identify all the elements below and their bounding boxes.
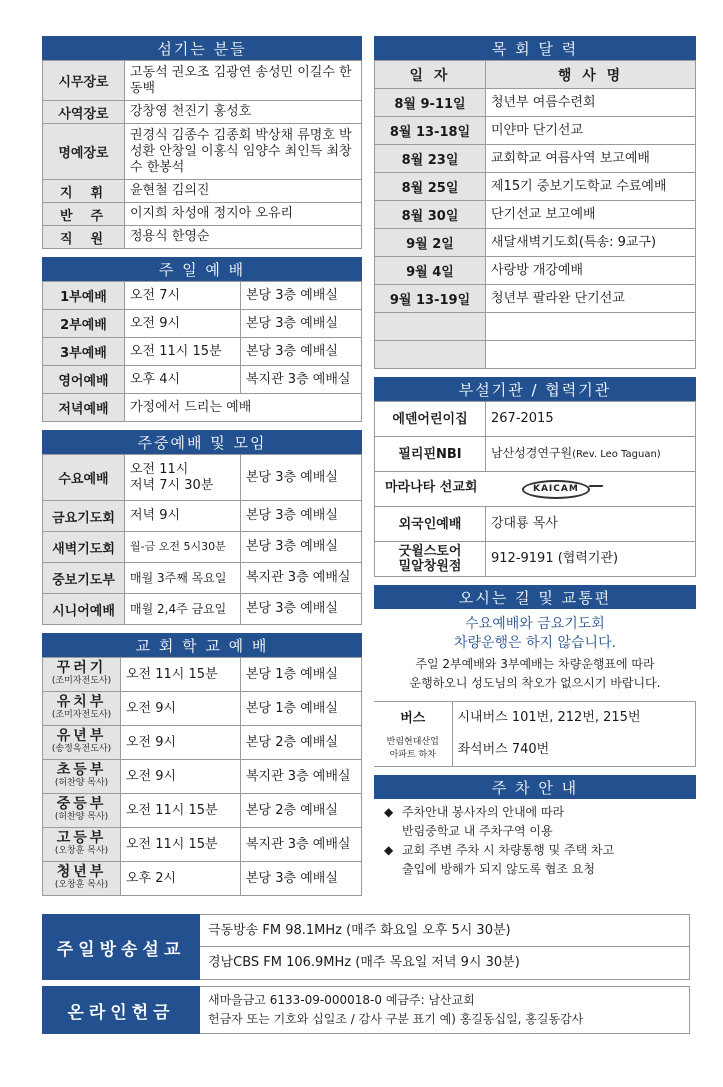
parking-line: 주차안내 봉사자의 안내에 따라 — [402, 805, 565, 819]
table-row — [43, 760, 362, 794]
sunday-table — [42, 281, 362, 422]
notice-line: 차량운행은 하지 않습니다. — [453, 635, 617, 651]
service-name: 2부예배 — [43, 310, 125, 338]
broadcast-box — [42, 914, 690, 980]
vehicle-notice-body — [374, 653, 696, 699]
broadcast-line: 극동방송 FM 98.1MHz (매주 화요일 오후 5시 30분) — [200, 915, 689, 947]
inst-name — [375, 542, 486, 577]
school-table — [42, 657, 362, 896]
notice-body-line: 주일 2부예배와 3부예배는 차량운행표에 따라 — [415, 657, 655, 671]
service-time: 오후 4시 — [125, 366, 241, 394]
dept-leader: (허찬양 목사) — [54, 811, 109, 822]
kaicam-logo-icon: KAICAM — [522, 480, 590, 499]
table-row — [43, 501, 362, 532]
dept-label — [43, 726, 121, 760]
table-row — [375, 507, 696, 542]
inst-name-line: 밀알창원점 — [398, 559, 462, 574]
dept-leader: (조미자전도사) — [51, 675, 112, 686]
parking-line: 반림중학교 내 주차구역 이용 — [402, 824, 553, 838]
dept-name: 청년부 — [56, 863, 107, 880]
parking-info — [374, 799, 696, 885]
city-bus: 시내버스 101번, 212번, 215번 — [452, 702, 696, 734]
inst-value: 강대룡 목사 — [486, 507, 696, 542]
inst-name: 에덴어린이집 — [375, 402, 486, 437]
dept-leader: (조미자전도사) — [51, 709, 112, 720]
service-place: 본당 3층 예배실 — [241, 310, 362, 338]
inst-value — [486, 437, 696, 472]
table-row — [43, 282, 362, 310]
inst-value: 912-9191 (협력기관) — [486, 542, 696, 577]
role-names: 권경식 김종수 김종회 박상채 류명호 박성환 안창일 이홍식 임양수 최인득 최창수 한봉석 — [125, 124, 362, 180]
offering-line: 새마을금고 6133-09-000018-0 예금주: 남산교회 — [208, 993, 475, 1007]
service-place: 본당 2층 예배실 — [241, 726, 362, 760]
dept-name: 초등부 — [56, 761, 107, 778]
event-name: 미얀마 단기선교 — [486, 117, 696, 145]
dept-name: 고등부 — [56, 829, 107, 846]
event-date: 8월 30일 — [375, 201, 486, 229]
offering-line: 헌금자 또는 기호와 십일조 / 감사 구분 표기 예) 홍길동십일, 홍길동감사 — [208, 1012, 584, 1026]
dept-label — [43, 658, 121, 692]
weekly-header: 주중예배 및 모임 — [42, 430, 362, 454]
role-names: 정용식 한영순 — [125, 226, 362, 249]
table-row — [375, 229, 696, 257]
table-row — [43, 532, 362, 563]
table-row — [375, 173, 696, 201]
role-names: 윤현철 김의진 — [125, 180, 362, 203]
table-row — [375, 257, 696, 285]
table-row — [43, 794, 362, 828]
dept-label — [43, 794, 121, 828]
service-time: 오전 9시 — [121, 726, 241, 760]
table-row — [375, 402, 696, 437]
event-name-empty — [486, 313, 696, 341]
table-row — [43, 563, 362, 594]
dept-leader: (송정옥전도사) — [51, 743, 112, 754]
right-column — [374, 36, 696, 885]
table-row — [43, 61, 362, 101]
role-label: 직원 — [43, 226, 125, 249]
table-row — [375, 437, 696, 472]
service-time: 오전 11시 15분 — [121, 828, 241, 862]
dept-name: 중등부 — [56, 795, 107, 812]
service-place: 복지관 3층 예배실 — [241, 366, 362, 394]
role-names: 고동석 권오조 김광연 송성민 이길수 한동백 — [125, 61, 362, 101]
serve-header: 섬기는 분들 — [42, 36, 362, 60]
inst-logo-row — [375, 472, 696, 507]
role-label: 명예장로 — [43, 124, 125, 180]
broadcast-row — [42, 914, 690, 980]
event-date: 9월 2일 — [375, 229, 486, 257]
bus-info — [374, 701, 696, 767]
offering-row — [42, 986, 690, 1034]
table-row — [43, 180, 362, 203]
parking-line: 출입에 방해가 되지 않도록 협조 요청 — [402, 862, 595, 876]
event-name: 청년부 여름수련회 — [486, 89, 696, 117]
event-date: 9월 4일 — [375, 257, 486, 285]
bus-label — [374, 702, 452, 766]
table-row-empty — [375, 341, 696, 369]
service-place: 본당 3층 예배실 — [241, 338, 362, 366]
service-time-line: 저녁 7시 30분 — [130, 477, 214, 493]
role-label: 반주 — [43, 203, 125, 226]
service-name: 저녁예배 — [43, 394, 125, 422]
table-row — [375, 145, 696, 173]
service-place: 본당 1층 예배실 — [241, 692, 362, 726]
table-row — [43, 226, 362, 249]
service-name: 금요기도회 — [43, 501, 125, 532]
event-name: 단기선교 보고예배 — [486, 201, 696, 229]
service-name: 1부예배 — [43, 282, 125, 310]
table-row — [43, 310, 362, 338]
service-time: 매월 2,4주 금요일 — [125, 594, 241, 625]
dept-leader: (오창훈 목사) — [54, 845, 109, 856]
service-name: 3부예배 — [43, 338, 125, 366]
role-label: 지휘 — [43, 180, 125, 203]
service-name: 영어예배 — [43, 366, 125, 394]
list-item — [384, 803, 690, 841]
table-row — [43, 692, 362, 726]
role-names: 이지희 차성애 정지아 오유리 — [125, 203, 362, 226]
dept-name: 유년부 — [56, 727, 107, 744]
inst-name-line: 굿윌스토어 — [398, 544, 462, 559]
event-name: 새달새벽기도회(특송: 9교구) — [486, 229, 696, 257]
dept-label — [43, 828, 121, 862]
service-time: 오전 11시 15분 — [121, 658, 241, 692]
weekly-table — [42, 454, 362, 625]
table-row — [375, 89, 696, 117]
col-date-header: 일 자 — [375, 61, 486, 89]
dept-label — [43, 760, 121, 794]
directions-header: 오시는 길 및 교통편 — [374, 585, 696, 609]
service-place: 복지관 3층 예배실 — [241, 563, 362, 594]
notice-body-line: 운행하오니 성도님의 착오가 없으시기 바랍니다. — [409, 676, 661, 690]
parking-header: 주 차 안 내 — [374, 775, 696, 799]
table-row — [43, 658, 362, 692]
service-place: 본당 3층 예배실 — [241, 862, 362, 896]
bus-title: 버스 — [400, 710, 426, 726]
event-date: 8월 9-11일 — [375, 89, 486, 117]
service-name: 새벽기도회 — [43, 532, 125, 563]
table-row — [375, 201, 696, 229]
dept-name: 유치부 — [56, 693, 107, 710]
dept-leader: (오창훈 목사) — [54, 879, 109, 890]
institutions-header: 부설기관 / 협력기관 — [374, 377, 696, 401]
event-name-empty — [486, 341, 696, 369]
event-name: 교회학교 여름사역 보고예배 — [486, 145, 696, 173]
event-date: 8월 23일 — [375, 145, 486, 173]
table-row — [375, 285, 696, 313]
service-time: 오전 7시 — [125, 282, 241, 310]
service-place: 본당 3층 예배실 — [241, 501, 362, 532]
diamond-bullet-icon: ◆ — [384, 805, 394, 819]
event-name: 사랑방 개강예배 — [486, 257, 696, 285]
serve-table — [42, 60, 362, 249]
table-row-empty — [375, 313, 696, 341]
service-time: 매월 3주째 목요일 — [125, 563, 241, 594]
service-place: 복지관 3층 예배실 — [241, 828, 362, 862]
table-row — [43, 101, 362, 124]
service-time: 저녁 9시 — [125, 501, 241, 532]
inst-name: 외국인예배 — [375, 507, 486, 542]
dept-name: 꾸러기 — [56, 659, 107, 676]
table-row — [43, 594, 362, 625]
bus-stop: 반림현대산업 — [386, 736, 439, 747]
inst-name: 필리핀NBI — [375, 437, 486, 472]
table-row — [43, 394, 362, 422]
dept-leader: (허찬양 목사) — [54, 777, 109, 788]
role-label: 시무장로 — [43, 61, 125, 101]
broadcast-line: 경남CBS FM 106.9MHz (매주 목요일 저녁 9시 30분) — [208, 955, 520, 970]
event-date: 9월 13-19일 — [375, 285, 486, 313]
institutions-table — [374, 401, 696, 577]
table-row — [43, 726, 362, 760]
table-row — [43, 366, 362, 394]
service-time: 오전 9시 — [125, 310, 241, 338]
table-row — [43, 203, 362, 226]
service-place: 본당 1층 예배실 — [241, 658, 362, 692]
offering-label: 온라인헌금 — [42, 986, 200, 1034]
table-header-row — [375, 61, 696, 89]
inst-name: 마라나타 선교회 — [385, 479, 478, 495]
event-name: 제15기 중보기도학교 수료예배 — [486, 173, 696, 201]
service-time: 오전 9시 — [121, 692, 241, 726]
service-name: 수요예배 — [43, 455, 125, 501]
event-date-empty — [375, 313, 486, 341]
bus-stop: 아파트 하차 — [389, 749, 436, 760]
broadcast-body — [200, 914, 690, 980]
service-name: 시니어예배 — [43, 594, 125, 625]
event-date-empty — [375, 341, 486, 369]
offering-box — [42, 986, 690, 1034]
inst-value: 267-2015 — [486, 402, 696, 437]
notice-line: 수요예배와 금요기도회 — [465, 616, 605, 632]
dept-label — [43, 862, 121, 896]
role-names: 강창영 천진기 홍성호 — [125, 101, 362, 124]
service-place: 본당 3층 예배실 — [241, 455, 362, 501]
calendar-header: 목 회 달 력 — [374, 36, 696, 60]
school-header: 교 회 학 교 예 배 — [42, 633, 362, 657]
table-row — [375, 542, 696, 577]
service-place: 복지관 3층 예배실 — [241, 760, 362, 794]
parking-line: 교회 주변 주차 시 차량통행 및 주택 차고 — [402, 843, 615, 857]
sunday-header: 주 일 예 배 — [42, 257, 362, 281]
table-row — [375, 472, 696, 507]
inst-value-main: 남산성경연구원 — [491, 446, 573, 460]
service-time: 오후 2시 — [121, 862, 241, 896]
diamond-bullet-icon: ◆ — [384, 843, 394, 857]
event-date: 8월 13-18일 — [375, 117, 486, 145]
service-name: 중보기도부 — [43, 563, 125, 594]
table-row — [43, 455, 362, 501]
list-item — [384, 841, 690, 879]
vehicle-notice — [374, 609, 696, 653]
service-time-line: 오전 11시 — [130, 461, 189, 477]
dept-label — [43, 692, 121, 726]
col-event-header: 행 사 명 — [486, 61, 696, 89]
event-name: 청년부 팔라완 단기선교 — [486, 285, 696, 313]
table-row — [375, 117, 696, 145]
table-row — [43, 862, 362, 896]
role-label: 사역장로 — [43, 101, 125, 124]
service-time: 오전 11시 15분 — [121, 794, 241, 828]
service-place: 본당 3층 예배실 — [241, 282, 362, 310]
bus-table — [374, 702, 696, 766]
table-row — [43, 338, 362, 366]
seat-bus: 좌석버스 740번 — [452, 734, 696, 766]
service-place: 본당 3층 예배실 — [241, 594, 362, 625]
service-time: 가정에서 드리는 예배 — [125, 394, 362, 422]
table-row — [43, 828, 362, 862]
service-time: 오전 11시 15분 — [125, 338, 241, 366]
calendar-table — [374, 60, 696, 369]
service-place: 본당 3층 예배실 — [241, 532, 362, 563]
inst-value-sub: (Rev. Leo Taguan) — [572, 449, 661, 460]
service-time: 월-금 오전 5시30분 — [125, 532, 241, 563]
broadcast-label: 주일방송설교 — [42, 914, 200, 980]
service-time — [125, 455, 241, 501]
event-date: 8월 25일 — [375, 173, 486, 201]
left-column — [42, 36, 362, 896]
table-row — [374, 702, 696, 734]
service-time: 오전 9시 — [121, 760, 241, 794]
table-row — [43, 124, 362, 180]
service-place: 본당 2층 예배실 — [241, 794, 362, 828]
offering-body — [200, 986, 690, 1034]
